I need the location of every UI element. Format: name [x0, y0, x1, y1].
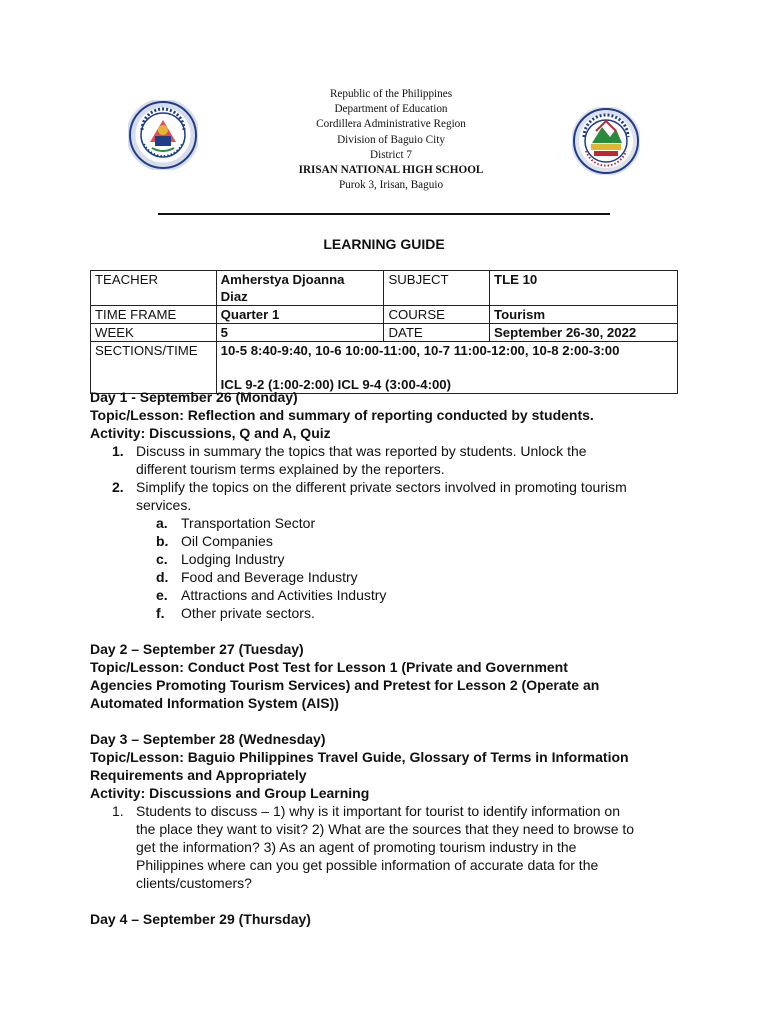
sub-list-letter: c.	[156, 551, 168, 567]
page-title: LEARNING GUIDE	[323, 236, 445, 252]
table-row	[91, 342, 678, 394]
irisan-nhs-logo-icon	[572, 107, 640, 175]
sub-list-letter: d.	[156, 569, 169, 585]
school-address: Purok 3, Irisan, Baguio	[338, 179, 444, 192]
sub-list-text: Lodging Industry	[181, 551, 285, 567]
list-item	[90, 442, 690, 478]
list-text: Discuss in summary the topics that was reported by students. Unlock the	[136, 443, 587, 459]
sub-list-text: Oil Companies	[181, 533, 273, 549]
sub-list-letter: e.	[156, 587, 168, 603]
lesson-content	[90, 388, 690, 928]
teacher-label: TEACHER	[91, 271, 217, 306]
teacher-value	[216, 271, 384, 306]
timeframe-label: TIME FRAME	[91, 306, 217, 324]
topic-line: Requirements and Appropriately	[90, 767, 307, 783]
list-text: Students to discuss – 1) why is it important for tourist to identify information on	[136, 803, 620, 819]
teacher-name-line: Amherstya Djoanna	[220, 272, 345, 287]
list-text: clients/customers?	[136, 875, 252, 891]
school-name: IRISAN NATIONAL HIGH SCHOOL	[298, 164, 484, 177]
subject-value: TLE 10	[490, 271, 678, 306]
table-row	[91, 324, 678, 342]
topic-line: Topic/Lesson: Conduct Post Test for Lesson 1 (Private and Government	[90, 659, 568, 675]
list-text: Simplify the topics on the different private sectors involved in promoting tourism	[136, 479, 627, 495]
topic-line: Agencies Promoting Tourism Services) and Pretest for Lesson 2 (Operate an	[90, 677, 600, 693]
letterhead-line: Division of Baguio City	[337, 133, 445, 146]
topic-line: Automated Information System (AIS))	[90, 695, 339, 711]
list-text: the place they want to visit? 2) What are the sources that they need to browse to	[136, 821, 635, 837]
topic-line: Topic/Lesson: Reflection and summary of reporting conducted by students.	[90, 407, 594, 423]
week-label: WEEK	[91, 324, 217, 342]
sub-list-letter: a.	[156, 515, 168, 531]
list-item	[90, 478, 690, 514]
sub-list-letter: b.	[156, 533, 169, 549]
table-row	[91, 306, 678, 324]
info-table	[90, 270, 678, 394]
letterhead	[250, 87, 532, 193]
sub-list-item	[90, 586, 690, 604]
sections-label: SECTIONS/TIME	[91, 342, 217, 394]
sub-list-text: Other private sectors.	[181, 605, 315, 621]
day-heading: Day 3 – September 28 (Wednesday)	[90, 731, 326, 747]
sub-list-text: Food and Beverage Industry	[181, 569, 358, 585]
sub-list-text: Attractions and Activities Industry	[181, 587, 387, 603]
course-label: COURSE	[384, 306, 490, 324]
list-number: 2.	[112, 479, 124, 495]
sections-line: 10-5 8:40-9:40, 10-6 10:00-11:00, 10-7 11:00-12:00, 10-8 2:00-3:00	[220, 343, 620, 358]
list-text: different tourism terms explained by the reporters.	[136, 461, 445, 477]
activity-line: Activity: Discussions, Q and A, Quiz	[90, 425, 331, 441]
sub-list-letter: f.	[156, 605, 165, 621]
sub-list-text: Transportation Sector	[181, 515, 316, 531]
subject-label: SUBJECT	[384, 271, 490, 306]
sections-value	[216, 342, 677, 394]
list-number: 1.	[112, 443, 124, 459]
list-number: 1.	[112, 803, 124, 819]
day-heading: Day 2 – September 27 (Tuesday)	[90, 641, 304, 657]
list-item	[90, 802, 690, 892]
topic-line: Topic/Lesson: Baguio Philippines Travel Guide, Glossary of Terms in Information	[90, 749, 629, 765]
sections-line: ICL 9-2 (1:00-2:00) ICL 9-4 (3:00-4:00)	[220, 377, 452, 392]
day-heading: Day 1 - September 26 (Monday)	[90, 389, 298, 405]
letterhead-line: District 7	[370, 148, 412, 161]
list-text: services.	[136, 497, 192, 513]
timeframe-value: Quarter 1	[216, 306, 384, 324]
activity-line: Activity: Discussions and Group Learning	[90, 785, 370, 801]
course-value: Tourism	[490, 306, 678, 324]
day-heading: Day 4 – September 29 (Thursday)	[90, 911, 311, 927]
sub-list-item	[90, 514, 690, 532]
deped-seal-icon	[128, 100, 198, 170]
letterhead-line: Department of Education	[334, 103, 448, 116]
date-label: DATE	[384, 324, 490, 342]
header-divider	[158, 213, 610, 215]
list-text: get the information? 3) As an agent of promoting tourism industry in the	[136, 839, 577, 855]
sub-list-item	[90, 550, 690, 568]
list-text: Philippines where can you get possible information of accurate data for the	[136, 857, 599, 873]
week-value: 5	[216, 324, 384, 342]
letterhead-line: Republic of the Philippines	[329, 88, 453, 100]
sub-list-item	[90, 568, 690, 586]
teacher-name-line: Diaz	[220, 289, 248, 304]
sub-list-item	[90, 604, 690, 622]
table-row	[91, 271, 678, 306]
date-value: September 26-30, 2022	[490, 324, 678, 342]
letterhead-line: Cordillera Administrative Region	[316, 118, 466, 131]
sub-list-item	[90, 532, 690, 550]
